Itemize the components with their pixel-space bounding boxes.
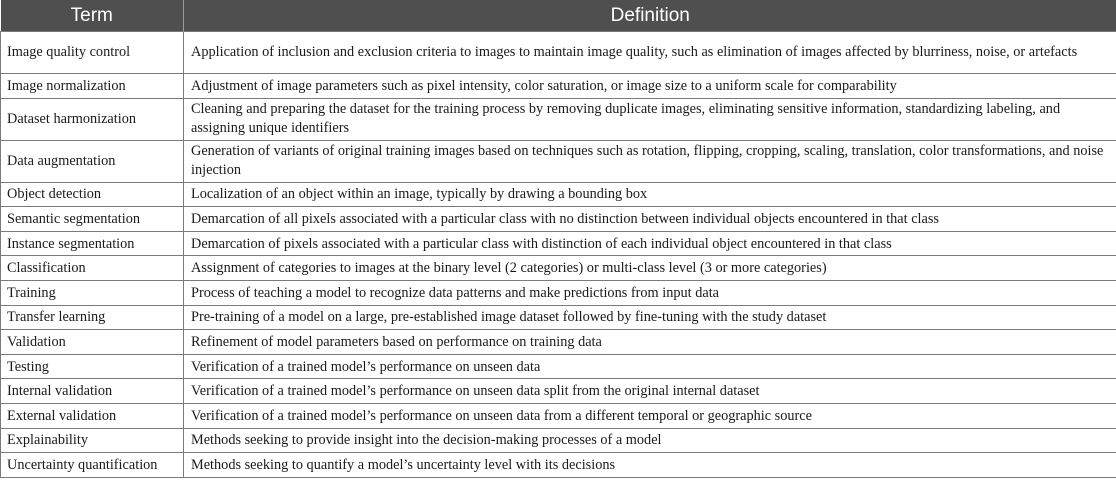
term-cell: Validation bbox=[1, 330, 184, 355]
term-column-header: Term bbox=[1, 0, 184, 32]
table-row bbox=[1, 354, 1116, 379]
term-cell: External validation bbox=[1, 403, 184, 428]
term-cell: Instance segmentation bbox=[1, 231, 184, 256]
definition-cell: Cleaning and preparing the dataset for the training process by removing duplicate images, eliminating sensitive information, standardizing labeling, and assigning unique identifiers bbox=[184, 98, 1116, 140]
table-row bbox=[1, 231, 1116, 256]
definition-cell: Adjustment of image parameters such as pixel intensity, color saturation, or image size to a uniform scale for comparability bbox=[184, 74, 1116, 99]
term-cell: Classification bbox=[1, 256, 184, 281]
term-cell: Image normalization bbox=[1, 74, 184, 99]
definition-cell: Methods seeking to quantify a model’s uncertainty level with its decisions bbox=[184, 453, 1116, 478]
table-row bbox=[1, 428, 1116, 453]
definition-cell: Verification of a trained model’s performance on unseen data bbox=[184, 354, 1116, 379]
definition-cell: Verification of a trained model’s performance on unseen data from a different temporal or geographic source bbox=[184, 403, 1116, 428]
table-row bbox=[1, 140, 1116, 182]
definition-cell: Methods seeking to provide insight into the decision-making processes of a model bbox=[184, 428, 1116, 453]
table-row bbox=[1, 453, 1116, 478]
definition-cell: Refinement of model parameters based on performance on training data bbox=[184, 330, 1116, 355]
definition-cell: Application of inclusion and exclusion criteria to images to maintain image quality, such as elimination of images affected by blurriness, noise, or artefacts bbox=[184, 32, 1116, 74]
table-header bbox=[1, 0, 1116, 32]
term-cell: Transfer learning bbox=[1, 305, 184, 330]
definition-cell: Process of teaching a model to recognize data patterns and make predictions from input data bbox=[184, 280, 1116, 305]
header-row bbox=[1, 0, 1116, 32]
table-row bbox=[1, 330, 1116, 355]
table-row bbox=[1, 98, 1116, 140]
term-cell: Data augmentation bbox=[1, 140, 184, 182]
table-row bbox=[1, 280, 1116, 305]
table-row bbox=[1, 74, 1116, 99]
table-row bbox=[1, 379, 1116, 404]
table-row bbox=[1, 256, 1116, 281]
term-cell: Semantic segmentation bbox=[1, 207, 184, 232]
table-body bbox=[1, 32, 1116, 478]
table-row bbox=[1, 207, 1116, 232]
table-row bbox=[1, 403, 1116, 428]
term-cell: Testing bbox=[1, 354, 184, 379]
term-cell: Dataset harmonization bbox=[1, 98, 184, 140]
table-row bbox=[1, 305, 1116, 330]
definition-cell: Demarcation of pixels associated with a particular class with distinction of each individual object encountered in that class bbox=[184, 231, 1116, 256]
definition-cell: Demarcation of all pixels associated with a particular class with no distinction between individual objects encountered in that class bbox=[184, 207, 1116, 232]
term-cell: Image quality control bbox=[1, 32, 184, 74]
table-row bbox=[1, 32, 1116, 74]
definition-column-header: Definition bbox=[184, 0, 1116, 32]
definition-cell: Pre-training of a model on a large, pre-established image dataset followed by fine-tuning with the study dataset bbox=[184, 305, 1116, 330]
definition-cell: Localization of an object within an image, typically by drawing a bounding box bbox=[184, 182, 1116, 207]
term-cell: Training bbox=[1, 280, 184, 305]
definition-cell: Verification of a trained model’s performance on unseen data split from the original internal dataset bbox=[184, 379, 1116, 404]
definition-cell: Generation of variants of original training images based on techniques such as rotation, flipping, cropping, scaling, translation, color transformations, and noise injection bbox=[184, 140, 1116, 182]
definition-cell: Assignment of categories to images at the binary level (2 categories) or multi-class level (3 or more categories) bbox=[184, 256, 1116, 281]
term-cell: Uncertainty quantification bbox=[1, 453, 184, 478]
table-row bbox=[1, 182, 1116, 207]
term-cell: Object detection bbox=[1, 182, 184, 207]
term-cell: Explainability bbox=[1, 428, 184, 453]
term-cell: Internal validation bbox=[1, 379, 184, 404]
